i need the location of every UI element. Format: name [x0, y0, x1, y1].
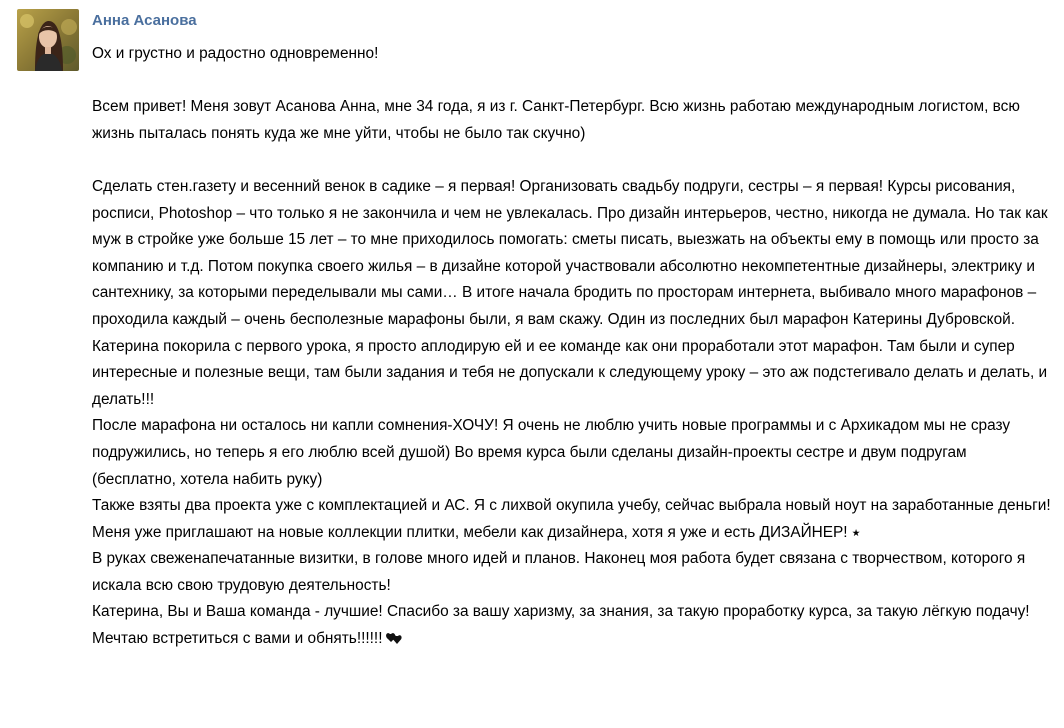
paragraph-text: Катерина, Вы и Ваша команда - лучшие! Спасибо за вашу харизму, за знания, за такую проработку курса, за такую лёгкую подачу! Мечтаю встретиться с вами и обнять!!!!!!	[92, 603, 1030, 648]
comment-text	[92, 41, 1052, 655]
hearts-icon	[386, 628, 403, 655]
paragraph: В руках свеженапечатанные визитки, в голове много идей и планов. Наконец моя работа будет связана с творчеством, которого я искала всю свою трудовую деятельность!	[92, 550, 1026, 594]
paragraph-last	[92, 599, 1052, 654]
author-name-link[interactable]: Анна Асанова	[92, 12, 197, 29]
paragraph: После марафона ни осталось ни капли сомнения-ХОЧУ! Я очень не люблю учить новые программы и с Архикадом мы не сразу подружились, но теперь я его люблю всей душой) Во время курса были сделаны дизайн-проекты сестре и двум подругам (бесплатно, хотела набить руку)	[92, 417, 1011, 488]
paragraph: Всем привет! Меня зовут Асанова Анна, мне 34 года, я из г. Санкт-Петербург. Всю жизнь работаю международным логистом, всю жизнь пыталась понять куда же мне уйти, чтобы не было так скучно)	[92, 98, 1020, 142]
paragraph: Меня уже приглашают на новые коллекции плитки, мебели как дизайнера, хотя я уже и есть ДИЗАЙНЕР! ⭑	[92, 523, 861, 541]
paragraph: Также взяты два проекта уже с комплектацией и АС. Я с лихвой окупила учебу, сейчас выбрала новый ноут на заработанные деньги!	[92, 497, 1051, 515]
avatar[interactable]	[17, 9, 79, 71]
paragraph: Ох и грустно и радостно одновременно!	[92, 45, 379, 62]
user-photo	[17, 9, 79, 71]
comment-body	[92, 9, 1052, 655]
paragraph: Сделать стен.газету и весенний венок в садике – я первая! Организовать свадьбу подруги, сестры – я первая! Курсы рисования, росписи, Photoshop – что только я не закончила и чем не увлекалась. Про дизайн интерьеров, честно, никогда не думала. Но так как муж в стройке уже больше 15 лет – то мне приходилось помогать: сметы писать, выезжать на объекты ему в помощь или просто за компанию и т.д. Потом покупка своего жилья – в дизайне которой участвовали абсолютно некомпетентные дизайнеры, электрику и сантехнику, за которыми переделывали мы сами… В итоге начала бродить по просторам интернета, выбивало много марафонов – проходила каждый – очень бесполезные марафоны были, я вам скажу. Один из последних был марафон Катерины Дубровской. Катерина покорила с первого урока, я просто аплодирую ей и ее команде как они проработали этот марафон. Там были и супер интересные и полезные вещи, там были задания и тебя не допускали к следующему уроку – это аж подстегивало делать и делать, и делать!!!	[92, 177, 1048, 408]
